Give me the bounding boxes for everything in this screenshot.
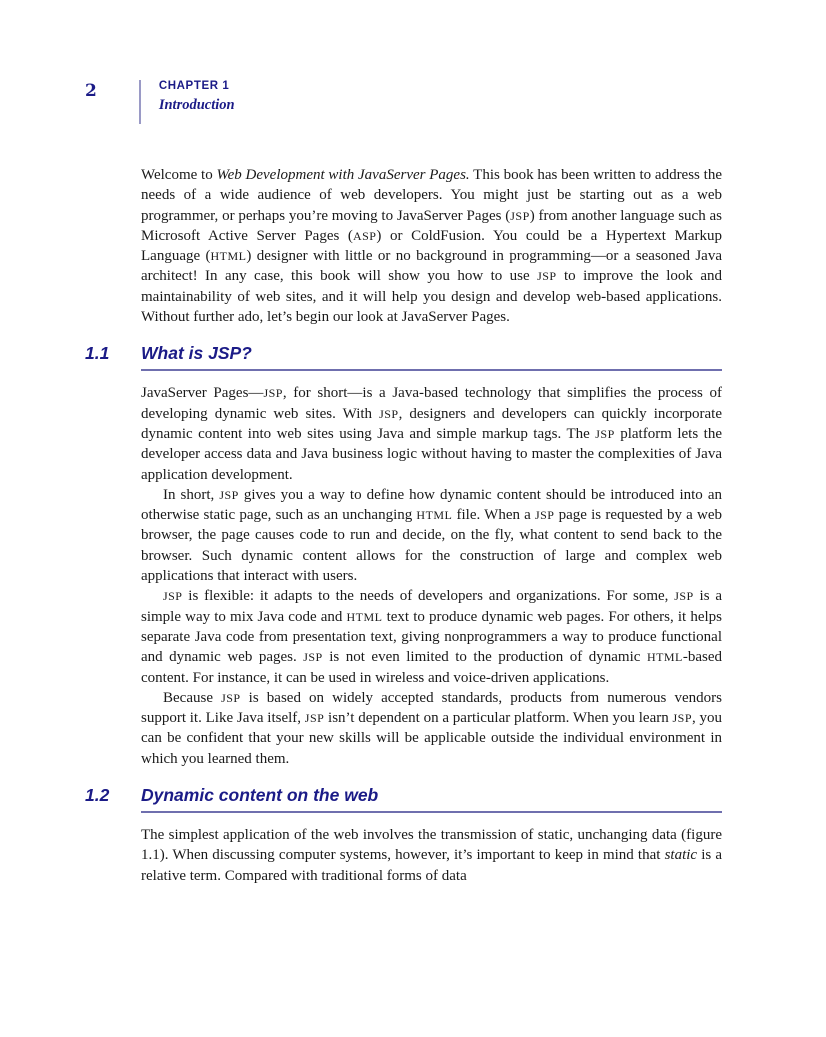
chapter-label: CHAPTER 1 xyxy=(158,80,230,92)
page-number: 2 xyxy=(85,81,97,101)
paragraph: JavaServer Pages—JSP, for short—is a Java-based technology that simplifies the process of developing dynamic web sites. With JSP, designers and developers can quickly incorporate dynamic content into web sites using Java and simple markup tags. The JSP platform lets the developer access data and Java business logic without having to master the complexities of Java application development. xyxy=(141,385,723,483)
section-number: 1.1 xyxy=(85,343,110,364)
paragraph: Welcome to Web Development with JavaServer Pages. This book has been written to address the needs of a wide audience of web developers. You might just be starting out as a web programmer, or perhaps you’re moving to JavaServer Pages (JSP) from another language such as Microsoft Active Server Pages (ASP) or ColdFusion. You could be a Hypertext Markup Language (HTML) designer with little or no background in programming—or a seasoned Java architect! In any case, this book will show you how to use JSP to improve the look and maintainability of web sites, and it will help you design and develop web-based applications. Without further ado, let’s begin our look at JavaServer Pages. xyxy=(141,167,722,326)
section-body xyxy=(141,825,722,886)
paragraph: Because JSP is based on widely accepted standards, products from numerous vendors support it. Like Java itself, JSP isn’t dependent on a particular platform. When you learn JSP, you can be confident that your new skills will be applicable outside the individual environment in which you learned them. xyxy=(141,689,722,767)
section-title: Dynamic content on the web xyxy=(141,785,379,806)
header-divider-rule xyxy=(139,80,141,124)
paragraph: The simplest application of the web involves the transmission of static, unchanging data (figure 1.1). When discussing computer systems, however, it’s important to keep in mind that static is a relative term. Compared with traditional forms of data xyxy=(141,827,722,884)
paragraph: In short, JSP gives you a way to define how dynamic content should be introduced into an otherwise static page, such as an unchanging HTML file. When a JSP page is requested by a web browser, the page causes code to run and decide, on the fly, what content to send back to the browser. Such dynamic content allows for the construction of large and complex web applications that interact with users. xyxy=(141,486,722,585)
section xyxy=(85,343,723,769)
section-heading xyxy=(85,785,722,813)
section xyxy=(85,785,722,886)
paragraph: JSP is flexible: it adapts to the needs of developers and organizations. For some, JSP is a simple way to mix Java code and HTML text to produce dynamic web pages. For others, it helps separate Java code from presentation text, giving nonprogrammers a way to produce functional and dynamic web pages. JSP is not even limited to the production of dynamic HTML-based content. For instance, it can be used in wireless and voice-driven applications. xyxy=(141,588,723,686)
section-body xyxy=(141,383,722,769)
intro-block xyxy=(141,165,722,327)
header-text xyxy=(159,80,235,114)
section-title: What is JSP? xyxy=(141,343,252,364)
section-number: 1.2 xyxy=(85,785,110,806)
sections-block xyxy=(85,343,723,886)
page-header xyxy=(85,80,235,124)
section-heading xyxy=(85,343,722,371)
text-column xyxy=(85,165,723,886)
chapter-title: Introduction xyxy=(158,96,235,113)
